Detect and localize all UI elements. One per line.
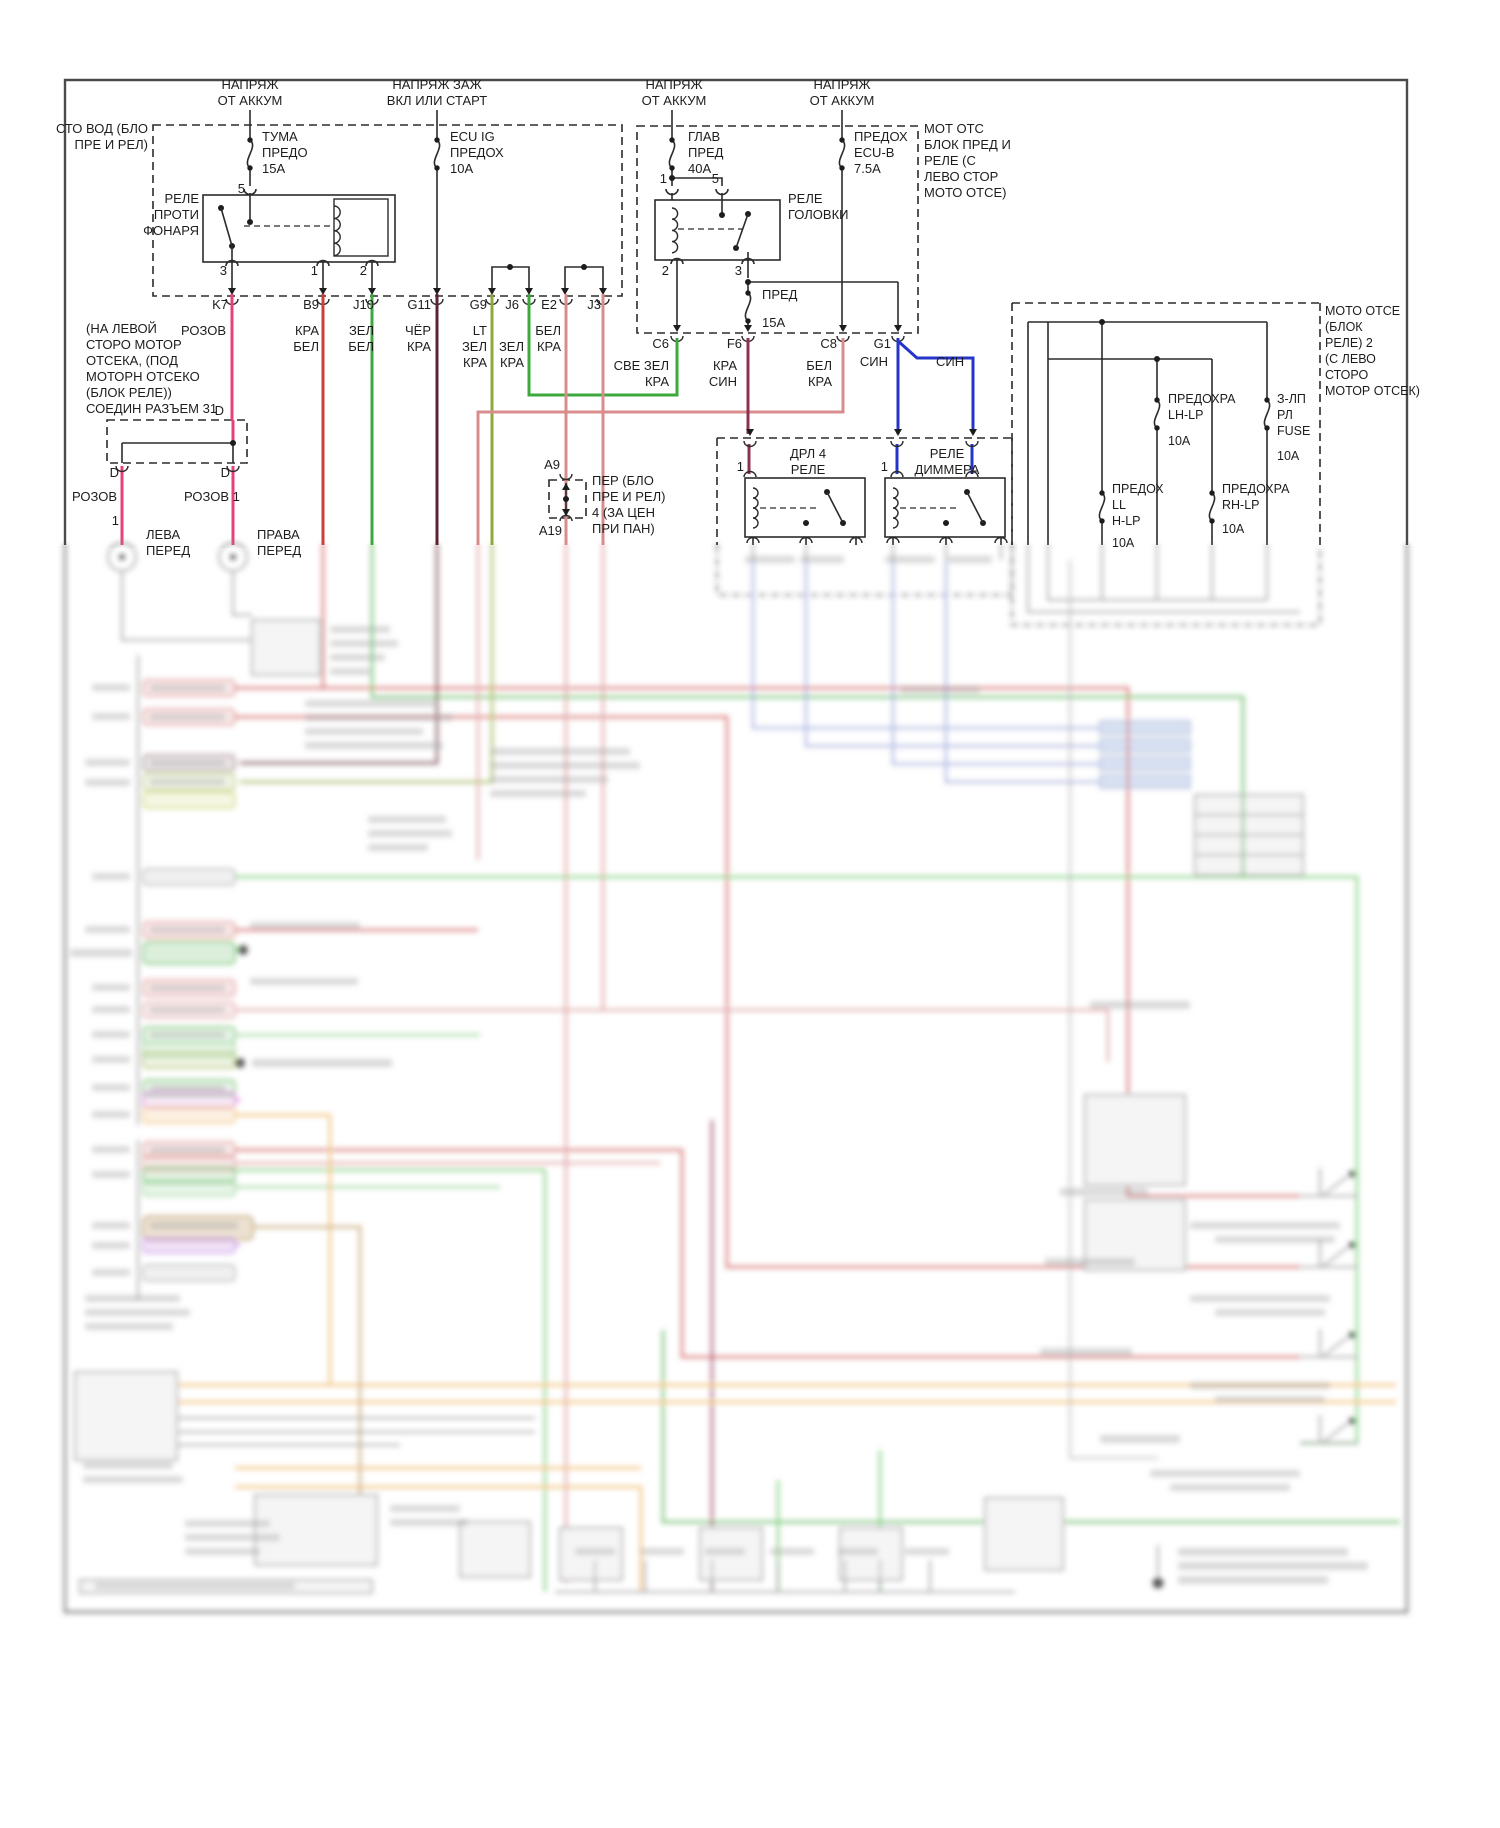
- conn-f6: F6: [726, 336, 742, 351]
- relaybox2-label-6: МОТОР ОТСЕК): [1325, 384, 1420, 398]
- drl-relay-name1: ДРЛ 4: [789, 446, 827, 461]
- pin1-drl: 1: [736, 459, 744, 474]
- conn-c8: C8: [820, 336, 837, 351]
- fuse-rl-name2: РЛ: [1277, 408, 1293, 422]
- wirecolor-g11-2: КРА: [406, 339, 431, 354]
- wirecolor-c6-1: СВЕ ЗЕЛ: [613, 358, 669, 373]
- wirecolor-j10-1: ЗЕЛ: [348, 323, 374, 338]
- fuse-rh-name1: ПРЕДОХРА: [1222, 482, 1290, 496]
- pin2-fog: 2: [359, 263, 367, 278]
- dimmer-relay-coil: [893, 488, 898, 528]
- wirecolor-g11-1: ЧЁР: [404, 323, 431, 338]
- wirecolor-c8-1: БЕЛ: [806, 358, 832, 373]
- location-note-4: МОТОРН ОТСЕКО: [86, 369, 200, 384]
- fuse-fog-name2: ПРЕДО: [262, 145, 308, 160]
- location-note-2: СТОРО МОТОР: [86, 337, 182, 352]
- junction-d-dashed: [107, 420, 247, 463]
- location-note-3: ОТСЕКА, (ПОД: [86, 353, 178, 368]
- engine-box-label-3: РЕЛЕ (С: [924, 153, 976, 168]
- wirecolor-f6-2: СИН: [708, 374, 737, 389]
- wirecolor-j6-1: ЗЕЛ: [498, 339, 524, 354]
- pin5-head: 5: [711, 171, 719, 186]
- fuse-main-name2: ПРЕД: [688, 145, 724, 160]
- pin-d-right: D: [220, 465, 230, 480]
- junction-note-1: ПЕР (БЛО: [592, 473, 654, 488]
- left-box-title-line2: ПРЕ И РЕЛ): [74, 137, 148, 152]
- wirecolor-e2-2: КРА: [536, 339, 561, 354]
- relaybox2-label-3: РЕЛЕ) 2: [1325, 336, 1373, 350]
- wirecolor-g1-branch: СИН: [936, 354, 965, 369]
- wirecolor-f6-1: КРА: [712, 358, 737, 373]
- fuse-rl-name3: FUSE: [1277, 424, 1311, 438]
- fuse-ll-name2: LL: [1112, 498, 1126, 512]
- lamp-right-name2: ПЕРЕД: [257, 543, 302, 558]
- header-batt3-line1: НАПРЯЖ: [813, 77, 871, 92]
- location-note-5: (БЛОК РЕЛЕ)): [86, 385, 172, 400]
- drl-relay-coil: [753, 488, 758, 528]
- conn-a9: A9: [544, 457, 560, 472]
- pin3-head: 3: [734, 263, 742, 278]
- conn-g9: G9: [469, 297, 487, 312]
- wirecolor-g1: СИН: [859, 354, 888, 369]
- wirecolor-g9-1: LT: [472, 323, 487, 338]
- fuse-ll-amps: 10A: [1112, 536, 1135, 550]
- pin1-fog: 1: [310, 263, 318, 278]
- fuse-ecuig-name2: ПРЕДОХ: [450, 145, 504, 160]
- pin3-fog: 3: [219, 263, 227, 278]
- dimmer-relay-switch: [967, 492, 983, 523]
- pin-d-top: D: [214, 403, 224, 418]
- header-batt1-line2: ОТ АККУМ: [217, 93, 283, 108]
- engine-box-label-4: ЛЕВО СТОР: [924, 169, 999, 184]
- engine-box-label-2: БЛОК ПРЕД И: [924, 137, 1011, 152]
- conn-a19: A19: [538, 523, 562, 538]
- wirecolor-j6-2: КРА: [499, 355, 524, 370]
- engine-box-label-1: МОТ ОТС: [924, 121, 984, 136]
- wire-pink-k7: [232, 294, 233, 443]
- wirecolor-k7: РОЗОВ: [181, 323, 226, 338]
- fuse-pred-name: ПРЕД: [762, 287, 798, 302]
- fuse-lhlp-amps: 10A: [1168, 434, 1191, 448]
- header-batt3-line2: ОТ АККУМ: [809, 93, 875, 108]
- pin2-head: 2: [661, 263, 669, 278]
- wirecolor-c8-2: КРА: [807, 374, 832, 389]
- drl-relay-name2: РЕЛЕ: [790, 462, 826, 477]
- conn-k7: K7: [212, 297, 228, 312]
- wirecolor-g9-2: ЗЕЛ: [461, 339, 487, 354]
- conn-c6: C6: [652, 336, 669, 351]
- location-note-6: СОЕДИН РАЗЪЕМ 31: [86, 401, 218, 416]
- fuse-rl-name1: З-ЛП: [1277, 392, 1306, 406]
- dim-relay-name1: РЕЛЕ: [929, 446, 965, 461]
- blur-wash-overlay: [60, 548, 1412, 1623]
- fog-relay-name1: РЕЛЕ: [164, 191, 199, 206]
- junction-note-4: ПРИ ПАН): [592, 521, 655, 536]
- wire-maroon-f6: [748, 338, 749, 474]
- wirecolor-j10-2: БЕЛ: [348, 339, 374, 354]
- head-relay-name1: РЕЛЕ: [788, 191, 823, 206]
- conn-j10: J10: [353, 297, 374, 312]
- wirecolor-e2-1: БЕЛ: [535, 323, 561, 338]
- engine-box-label-5: МОТО ОТСЕ): [924, 185, 1007, 200]
- header-batt2-line2: ОТ АККУМ: [641, 93, 707, 108]
- header-ign-line1: НАПРЯЖ ЗАЖ: [392, 77, 482, 92]
- wirecolor-c6-2: КРА: [644, 374, 669, 389]
- header-ign-line2: ВКЛ ИЛИ СТАРТ: [386, 93, 488, 108]
- fuse-lhlp-name1: ПРЕДОХРА: [1168, 392, 1236, 406]
- fuse-fog-amps: 15A: [262, 161, 286, 176]
- wirecolor-b9-1: КРА: [294, 323, 319, 338]
- pin-d-left: D: [109, 465, 119, 480]
- head-relay-switch: [736, 214, 748, 260]
- conn-j3: J3: [587, 297, 601, 312]
- fuse-fog-name1: ТУМА: [262, 129, 298, 144]
- fuse-main-amps: 40A: [688, 161, 712, 176]
- fuse-ecuig-name1: ECU IG: [450, 129, 495, 144]
- relaybox2-label-5: СТОРО: [1325, 368, 1369, 382]
- lamp-left-name1: ЛЕВА: [146, 527, 181, 542]
- conn-j6: J6: [505, 297, 519, 312]
- fuse-rh-name2: RH-LP: [1222, 498, 1260, 512]
- relaybox2-label-2: (БЛОК: [1325, 320, 1363, 334]
- relaybox2-label-4: (С ЛЕВО: [1325, 352, 1376, 366]
- fog-relay-name2: ПРОТИ: [153, 207, 199, 222]
- fuse-main-name1: ГЛАВ: [688, 129, 721, 144]
- relaybox2-dashed: [1012, 303, 1320, 545]
- fog-relay-coil: [334, 206, 340, 256]
- conn-g1: G1: [873, 336, 891, 351]
- fuse-ll-name3: H-LP: [1112, 514, 1141, 528]
- conn-e2: E2: [541, 297, 557, 312]
- wirecolor-b9-2: БЕЛ: [293, 339, 319, 354]
- head-relay-coil: [672, 208, 678, 253]
- pin1-dim: 1: [880, 459, 888, 474]
- fog-relay-switch: [221, 208, 232, 262]
- left-box-title-line1: СТО ВОД (БЛО: [55, 121, 148, 136]
- lamp-left-name2: ПЕРЕД: [146, 543, 191, 558]
- fuse-ecub-name2: ECU-B: [854, 145, 895, 160]
- pin1-head: 1: [659, 171, 667, 186]
- junction-note-2: ПРЕ И РЕЛ): [592, 489, 666, 504]
- fuse-pred-amps: 15A: [762, 315, 786, 330]
- pin1-lamp: 1: [111, 513, 119, 528]
- wirecolor-rozov: РОЗОВ: [72, 489, 117, 504]
- fuse-ll-name1: ПРЕДОХ: [1112, 482, 1164, 496]
- wirecolor-g9-3: КРА: [462, 355, 487, 370]
- fuse-ecuig-amps: 10A: [450, 161, 474, 176]
- fog-relay-name3: ФОНАРЯ: [143, 223, 199, 238]
- dim-relay-name2: ДИММЕРА: [914, 462, 980, 477]
- drl-relay-switch: [827, 492, 843, 523]
- fuse-ecub-name1: ПРЕДОХ: [854, 129, 908, 144]
- head-relay-name2: ГОЛОВКИ: [788, 207, 849, 222]
- header-batt2-line1: НАПРЯЖ: [645, 77, 703, 92]
- pin5-fog: 5: [237, 181, 245, 196]
- fuse-rl-amps: 10A: [1277, 449, 1300, 463]
- junction-note-3: 4 (ЗА ЦЕН: [592, 505, 655, 520]
- relaybox2-label-1: МОТО ОТСЕ: [1325, 304, 1401, 318]
- conn-b9: B9: [303, 297, 319, 312]
- lamp-right-name1: ПРАВА: [257, 527, 300, 542]
- fuse-ecub-amps: 7.5A: [854, 161, 881, 176]
- header-batt1-line1: НАПРЯЖ: [221, 77, 279, 92]
- fuse-rh-amps: 10A: [1222, 522, 1245, 536]
- conn-g11: G11: [407, 297, 431, 312]
- wirecolor-rozov1: РОЗОВ 1: [184, 489, 240, 504]
- location-note-1: (НА ЛЕВОЙ: [86, 321, 157, 336]
- fuse-lhlp-name2: LH-LP: [1168, 408, 1204, 422]
